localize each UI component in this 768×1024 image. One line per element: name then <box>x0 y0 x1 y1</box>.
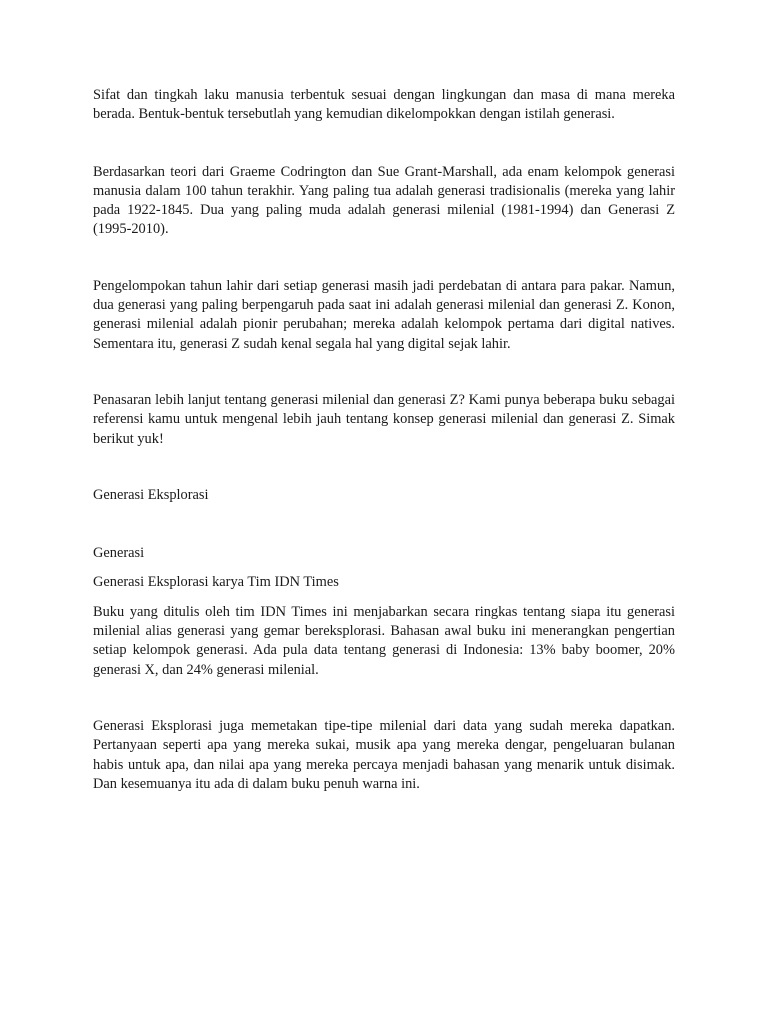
paragraph-book-details: Generasi Eksplorasi juga memetakan tipe-tipe milenial dari data yang sudah mereka dapatkan. Pertanyaan seperti apa yang mereka sukai, musik apa yang mereka dengar, pengeluaran bulanan habis untuk apa, dan nilai apa yang mereka percaya menjadi bahasan yang menarik untuk disimak. Dan kesemuanya itu ada di dalam buku penuh warna ini. <box>93 717 675 792</box>
paragraph-theory: Berdasarkan teori dari Graeme Codrington dan Sue Grant-Marshall, ada enam kelompok generasi manusia dalam 100 tahun terakhir. Yang paling tua adalah generasi tradisionalis (mereka yang lahir pada 1922-1845. Dua yang paling muda adalah generasi milenial (1981-1994) dan Generasi Z (1995-2010). <box>93 163 675 238</box>
document-page <box>93 86 675 794</box>
paragraph-grouping: Pengelompokan tahun lahir dari setiap generasi masih jadi perdebatan di antara para pakar. Namun, dua generasi yang paling berpengaruh pada saat ini adalah generasi milenial dan generasi Z. Konon, generasi milenial adalah pionir perubahan; mereka adalah kelompok pertama dari digital natives. Sementara itu, generasi Z sudah kenal segala hal yang digital sejak lahir. <box>93 277 675 352</box>
paragraph-books-intro: Penasaran lebih lanjut tentang generasi milenial dan generasi Z? Kami punya beberapa buku sebagai referensi kamu untuk mengenal lebih jauh tentang konsep generasi milenial dan generasi Z. Simak berikut yuk! <box>93 391 675 447</box>
paragraph-book-description: Buku yang ditulis oleh tim IDN Times ini menjabarkan secara ringkas tentang siapa itu generasi milenial alias generasi yang gemar bereksplorasi. Bahasan awal buku ini menerangkan pengertian setiap kelompok generasi. Ada pula data tentang generasi di Indonesia: 13% baby boomer, 20% generasi X, dan 24% generasi milenial. <box>93 603 675 678</box>
subheading-generasi: Generasi <box>93 545 145 562</box>
section-heading: Generasi Eksplorasi <box>93 486 209 503</box>
paragraph-intro: Sifat dan tingkah laku manusia terbentuk sesuai dengan lingkungan dan masa di mana mereka berada. Bentuk-bentuk tersebutlah yang kemudian dikelompokkan dengan istilah generasi. <box>93 87 675 123</box>
book-title: Generasi Eksplorasi karya Tim IDN Times <box>93 574 339 591</box>
